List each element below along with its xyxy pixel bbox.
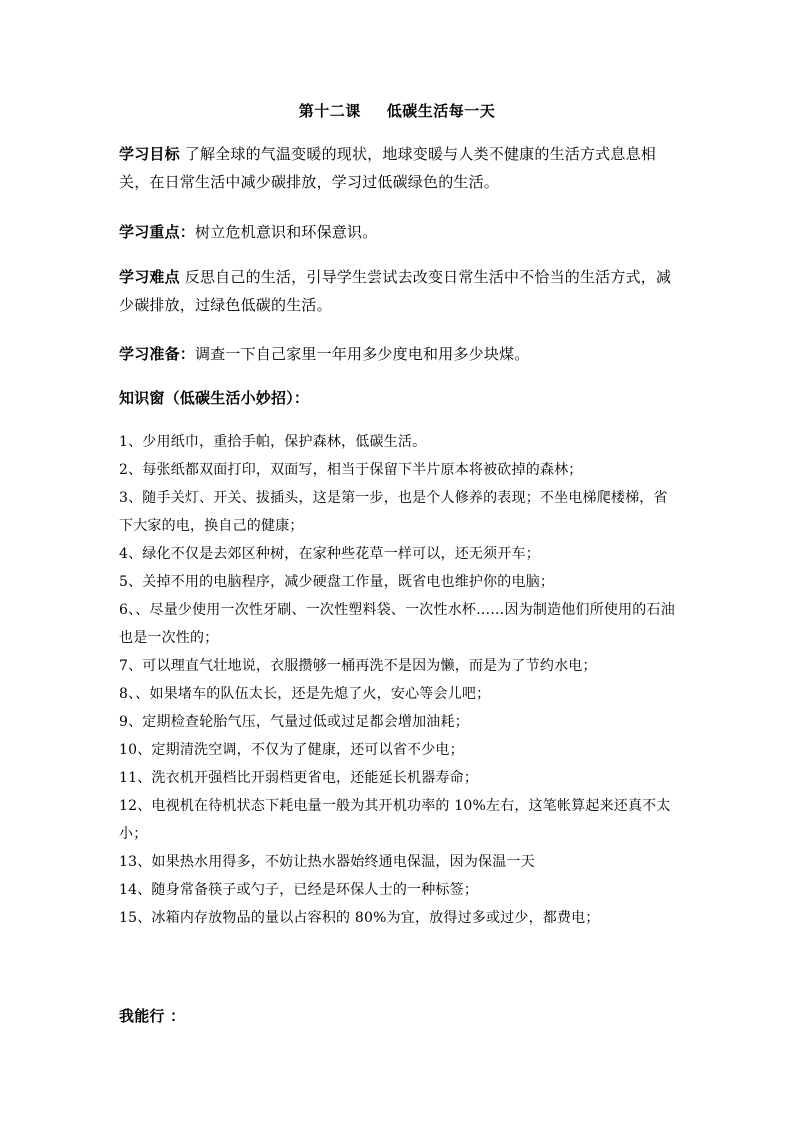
list-item: 2、每张纸都双面打印，双面写，相当于保留下半片原本将被砍掉的森林； [119, 462, 583, 478]
title-lesson: 第十二课 [298, 102, 361, 120]
difficulty-label: 学习难点 [119, 268, 180, 286]
list-item: 1、少用纸巾，重拾手帕，保护森林，低碳生活。 [119, 434, 427, 450]
knowledge-window-heading: 知识窗（低碳生活小妙招）： [119, 389, 310, 407]
list-item: 10、定期清洗空调，不仅为了健康，还可以省不少电； [119, 742, 464, 758]
list-item: 7、可以理直气壮地说，衣服攒够一桶再洗不是因为懒，而是为了节约水电； [119, 658, 597, 674]
learning-difficulty [119, 263, 679, 319]
title-topic: 低碳生活每一天 [386, 102, 496, 120]
tips-list [119, 428, 679, 932]
key-point-text: 树立危机意识和环保意识。 [195, 223, 378, 241]
objective-text: 了解全球的气温变暖的现状，地球变暖与人类不健康的生活方式息息相关，在日常生活中减少碳排放，学习过低碳绿色的生活。 [119, 145, 656, 191]
learning-preparation [119, 340, 679, 368]
objective-label: 学习目标 [119, 145, 180, 163]
difficulty-text: 反思自己的生活，引导学生尝试去改变日常生活中不恰当的生活方式，减少碳排放，过绿色低碳的生活。 [119, 268, 672, 314]
list-item: 11、洗衣机开强档比开弱档更省电，还能延长机器寿命； [119, 770, 479, 786]
list-item: 12、电视机在待机状态下耗电量一般为其开机功率的 10%左右，这笔帐算起来还真不太小； [119, 798, 671, 842]
preparation-label: 学习准备： [119, 345, 196, 363]
preparation-text: 调查一下自己家里一年用多少度电和用多少块煤。 [195, 345, 530, 363]
key-point [119, 218, 679, 246]
list-item: 13、如果热水用得多，不妨让热水器始终通电保温，因为保温一天 [119, 854, 535, 870]
list-item: 4、绿化不仅是去郊区种树，在家种些花草一样可以，还无须开车； [119, 546, 540, 562]
list-item: 9、定期检查轮胎气压，气量过低或过足都会增加油耗； [119, 714, 469, 730]
key-point-label: 学习重点： [119, 223, 196, 241]
list-item: 8、、如果堵车的队伍太长，还是先熄了火，安心等会儿吧； [119, 686, 491, 702]
list-item: 3、随手关灯、开关、拔插头，这是第一步，也是个人修养的表现；不坐电梯爬楼梯，省下大家的电，换自己的健康； [119, 490, 668, 534]
list-item: 6、、尽量少使用一次性牙刷、一次性塑料袋、一次性水杯……因为制造他们所使用的石油也是一次性的； [119, 602, 675, 646]
list-item: 15、冰箱内存放物品的量以占容积的 80%为宜，放得过多或过少，都费电； [119, 910, 600, 926]
learning-objective [119, 140, 679, 196]
i-can-heading: 我能行 ： [119, 1007, 186, 1025]
list-item: 14、随身常备筷子或勺子，已经是环保人士的一种标签； [119, 882, 479, 898]
page-title [0, 100, 794, 121]
list-item: 5、关掉不用的电脑程序，减少硬盘工作量，既省电也维护你的电脑； [119, 574, 555, 590]
